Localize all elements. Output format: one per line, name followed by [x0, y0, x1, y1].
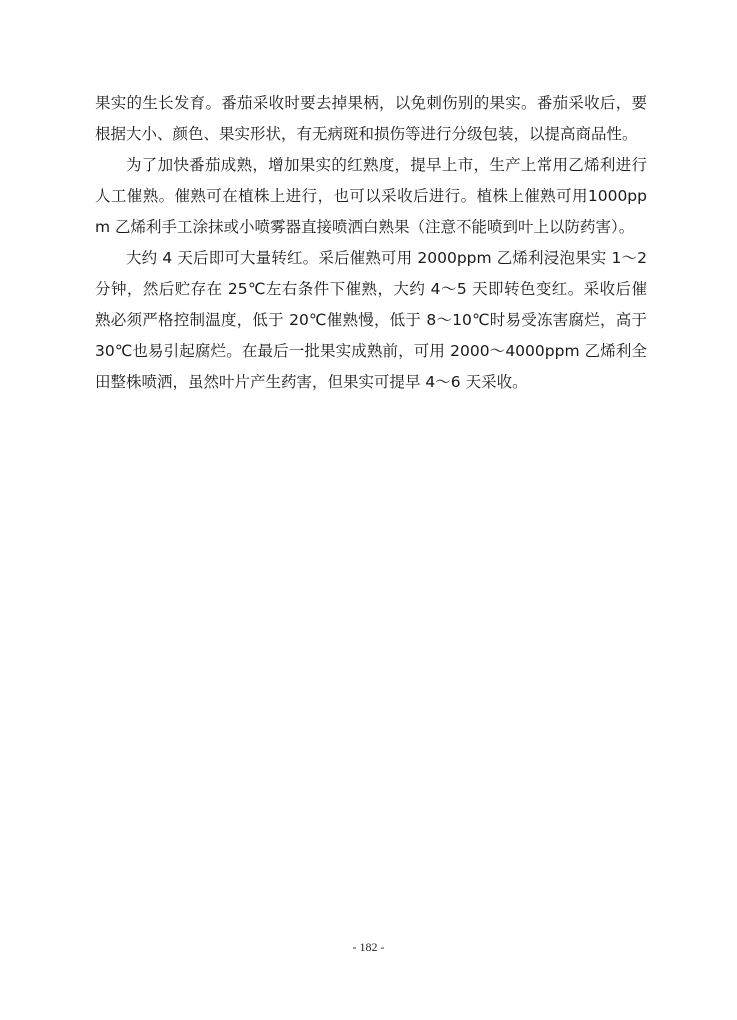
paragraph-3: 大约 4 天后即可大量转红。采后催熟可用 2000ppm 乙烯利浸泡果实 1～2 分钟，然后贮存在 25℃左右条件下催熟，大约 4～5 天即转色变红。采收后催熟必须严格控制温度，低于 20℃催熟慢，低于 8～10℃时易受冻害腐烂，高于 30℃也易引起腐烂。在最后一批果实成熟前，可用 2000～4000ppm 乙烯利全田整株喷洒，虽然叶片产生药害，但果实可提早 4～6 天采收。 — [95, 249, 647, 391]
paragraph-1: 果实的生长发育。番茄采收时要去掉果柄，以免刺伤别的果实。番茄采收后，要根据大小、颜色、果实形状，有无病斑和损伤等进行分级包装，以提高商品性。 — [95, 94, 647, 143]
paragraph-2: 为了加快番茄成熟，增加果实的红熟度，提早上市，生产上常用乙烯利进行人工催熟。催熟可在植株上进行，也可以采收后进行。植株上催熟可用1000ppm 乙烯利手工涂抹或小喷雾器直接喷洒白熟果（注意不能喷到叶上以防药害）。 — [95, 156, 647, 236]
page-number: - 182 - — [352, 940, 385, 954]
body-text — [95, 88, 647, 398]
